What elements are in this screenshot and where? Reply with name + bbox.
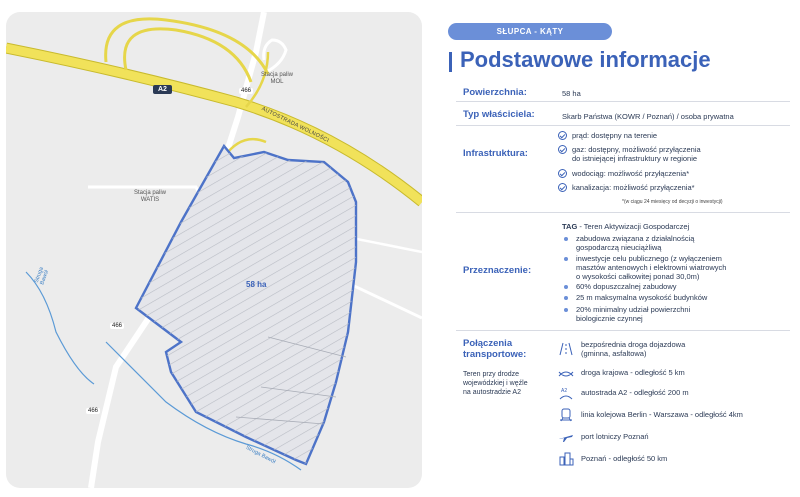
check-icon bbox=[558, 183, 567, 192]
transport-item: bezpośrednia droga dojazdowa (gminna, asfaltowa) bbox=[558, 340, 685, 358]
transport-item: port lotniczy Poznań bbox=[558, 430, 649, 444]
page-title: Podstawowe informacje bbox=[460, 47, 711, 72]
owner-heading: Typ właściciela: bbox=[463, 109, 535, 120]
purpose-item: 60% dopuszczalnej zabudowy bbox=[564, 282, 676, 291]
check-icon bbox=[558, 131, 567, 140]
site-parcel-hatch bbox=[136, 146, 356, 464]
river-label: Struga Bawół bbox=[33, 266, 51, 286]
purpose-heading: Przeznaczenie: bbox=[463, 265, 532, 276]
motorway-name: AUTOSTRADA WOLNOŚCI bbox=[260, 106, 330, 144]
bullet-icon bbox=[564, 308, 568, 312]
title-accent-bar bbox=[449, 52, 452, 72]
footnote: *(w ciągu 24 miesięcy od decyzji o inwestycji) bbox=[622, 199, 723, 205]
map-drawing bbox=[6, 12, 422, 488]
bullet-icon bbox=[564, 257, 568, 261]
location-pill: SŁUPCA - KĄTY bbox=[448, 23, 612, 40]
bullet-icon bbox=[564, 285, 568, 289]
divider bbox=[456, 212, 790, 213]
purpose-item: 20% minimalny udział powierzchni biologicznie czynnej bbox=[564, 305, 690, 323]
transport-note: Teren przy drodze wojewódzkiej i węźle na autostradzie A2 bbox=[463, 371, 528, 397]
check-icon bbox=[558, 145, 567, 154]
a2-motorway-icon bbox=[558, 386, 574, 400]
river-label: Struga Bawół bbox=[244, 444, 277, 466]
road-number-466: 466 bbox=[88, 408, 99, 414]
divider bbox=[456, 125, 790, 126]
transport-item: Poznań - odległość 50 km bbox=[558, 452, 667, 466]
purpose-item: 25 m maksymalna wysokość budynków bbox=[564, 293, 707, 302]
road-number-466: 466 bbox=[241, 88, 252, 94]
transport-heading: Połączenia transportowe: bbox=[463, 338, 527, 360]
highway-interchange-icon bbox=[558, 366, 574, 380]
owner-value: Skarb Państwa (KOWR / Poznań) / osoba prywatna bbox=[562, 112, 734, 121]
airplane-icon bbox=[558, 430, 574, 444]
infrastructure-item: gaz: dostępny, możliwość przyłączenia do istniejącej infrastruktury w regionie bbox=[558, 145, 701, 164]
bullet-icon bbox=[564, 296, 568, 300]
tag-line: TAG - Teren Aktywizacji Gospodarczej bbox=[562, 222, 690, 231]
station-mol-label: Stacja paliw MOL bbox=[261, 72, 294, 86]
infrastructure-heading: Infrastruktura: bbox=[463, 148, 528, 159]
station-watis-label: Stacja paliw WATIS bbox=[134, 190, 167, 204]
purpose-item: zabudowa związana z działalnością gospodarczą nieuciążliwą bbox=[564, 234, 694, 252]
site-map bbox=[6, 12, 422, 488]
transport-item: A2 autostrada A2 - odległość 200 m bbox=[558, 386, 689, 400]
area-value: 58 ha bbox=[562, 89, 581, 98]
divider bbox=[456, 330, 790, 331]
road-number-466: 466 bbox=[112, 323, 123, 329]
svg-text:A2: A2 bbox=[561, 388, 568, 394]
infrastructure-item: kanalizacja: możliwość przyłączenia* bbox=[558, 183, 695, 192]
river bbox=[26, 272, 94, 384]
bullet-icon bbox=[564, 237, 568, 241]
railway-icon bbox=[558, 408, 574, 422]
road-icon bbox=[558, 342, 574, 356]
transport-item: linia kolejowa Berlin - Warszawa - odległość 4km bbox=[558, 408, 743, 422]
divider bbox=[456, 101, 790, 102]
purpose-item: inwestycje celu publicznego (z wyłączeniem masztów antenowych i elektrowni wiatrowych o wysokości całkowitej ponad 30,0m) bbox=[564, 254, 726, 281]
a2-shield: A2 bbox=[153, 85, 172, 94]
infrastructure-item: wodociąg: możliwość przyłączenia* bbox=[558, 169, 689, 178]
city-icon bbox=[558, 452, 574, 466]
area-heading: Powierzchnia: bbox=[463, 87, 527, 98]
check-icon bbox=[558, 169, 567, 178]
transport-item: droga krajowa - odległość 5 km bbox=[558, 366, 685, 380]
infrastructure-item: prąd: dostępny na terenie bbox=[558, 131, 657, 140]
area-label: 58 ha bbox=[246, 280, 267, 289]
